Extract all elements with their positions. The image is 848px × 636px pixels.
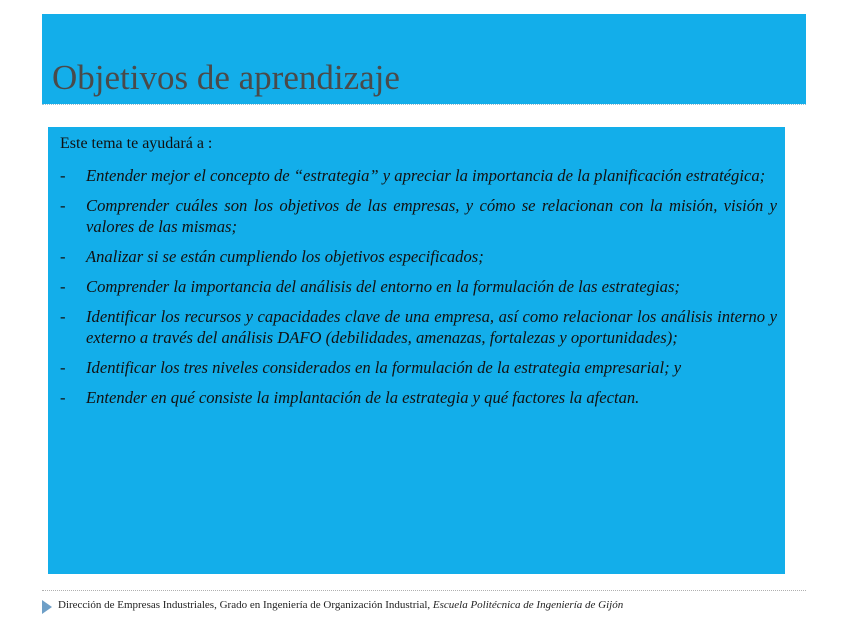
slide-title: Objetivos de aprendizaje (52, 58, 400, 97)
objective-text: Comprender cuáles son los objetivos de las empresas, y cómo se relacionan con la misión, visión y valores de las mismas; (86, 196, 777, 236)
list-item (48, 246, 785, 267)
objective-text: Entender mejor el concepto de “estrategia” y apreciar la importancia de la planificación estratégica; (86, 166, 766, 185)
objectives-list (48, 165, 785, 417)
objective-text: Comprender la importancia del análisis del entorno en la formulación de las estrategias; (86, 277, 680, 296)
footer-divider (42, 590, 806, 591)
intro-text: Este tema te ayudará a : (60, 135, 213, 152)
objective-text: Identificar los recursos y capacidades clave de una empresa, así como relacionar los análisis interno y externo a través del análisis DAFO (debilidades, amenazas, fortalezas y oportunidades); (86, 307, 777, 347)
objectives-panel (48, 127, 785, 574)
objective-text: Identificar los tres niveles considerados en la formulación de la estrategia empresarial; y (86, 358, 682, 377)
title-banner (42, 14, 806, 104)
footer-school: Escuela Politécnica de Ingeniería de Gijón (432, 599, 624, 611)
bullet-dash: - (60, 277, 66, 296)
bullet-dash: - (60, 307, 66, 326)
bullet-dash: - (60, 247, 66, 266)
bullet-dash: - (60, 166, 66, 185)
objective-text: Analizar si se están cumpliendo los objetivos especificados; (86, 247, 484, 266)
bullet-dash: - (60, 388, 66, 407)
footer (42, 597, 822, 617)
list-item (48, 195, 785, 237)
bullet-dash: - (60, 196, 66, 215)
list-item (48, 276, 785, 297)
list-item (48, 357, 785, 378)
bullet-dash: - (60, 358, 66, 377)
list-item (48, 306, 785, 348)
list-item (48, 165, 785, 186)
title-divider (42, 104, 806, 105)
triangle-arrow-icon (42, 600, 52, 614)
list-item (48, 387, 785, 408)
footer-course: Dirección de Empresas Industriales, Grado en Ingeniería de Organización Industrial, (58, 599, 431, 611)
objective-text: Entender en qué consiste la implantación de la estrategia y qué factores la afectan. (86, 388, 640, 407)
footer-text (58, 599, 623, 611)
